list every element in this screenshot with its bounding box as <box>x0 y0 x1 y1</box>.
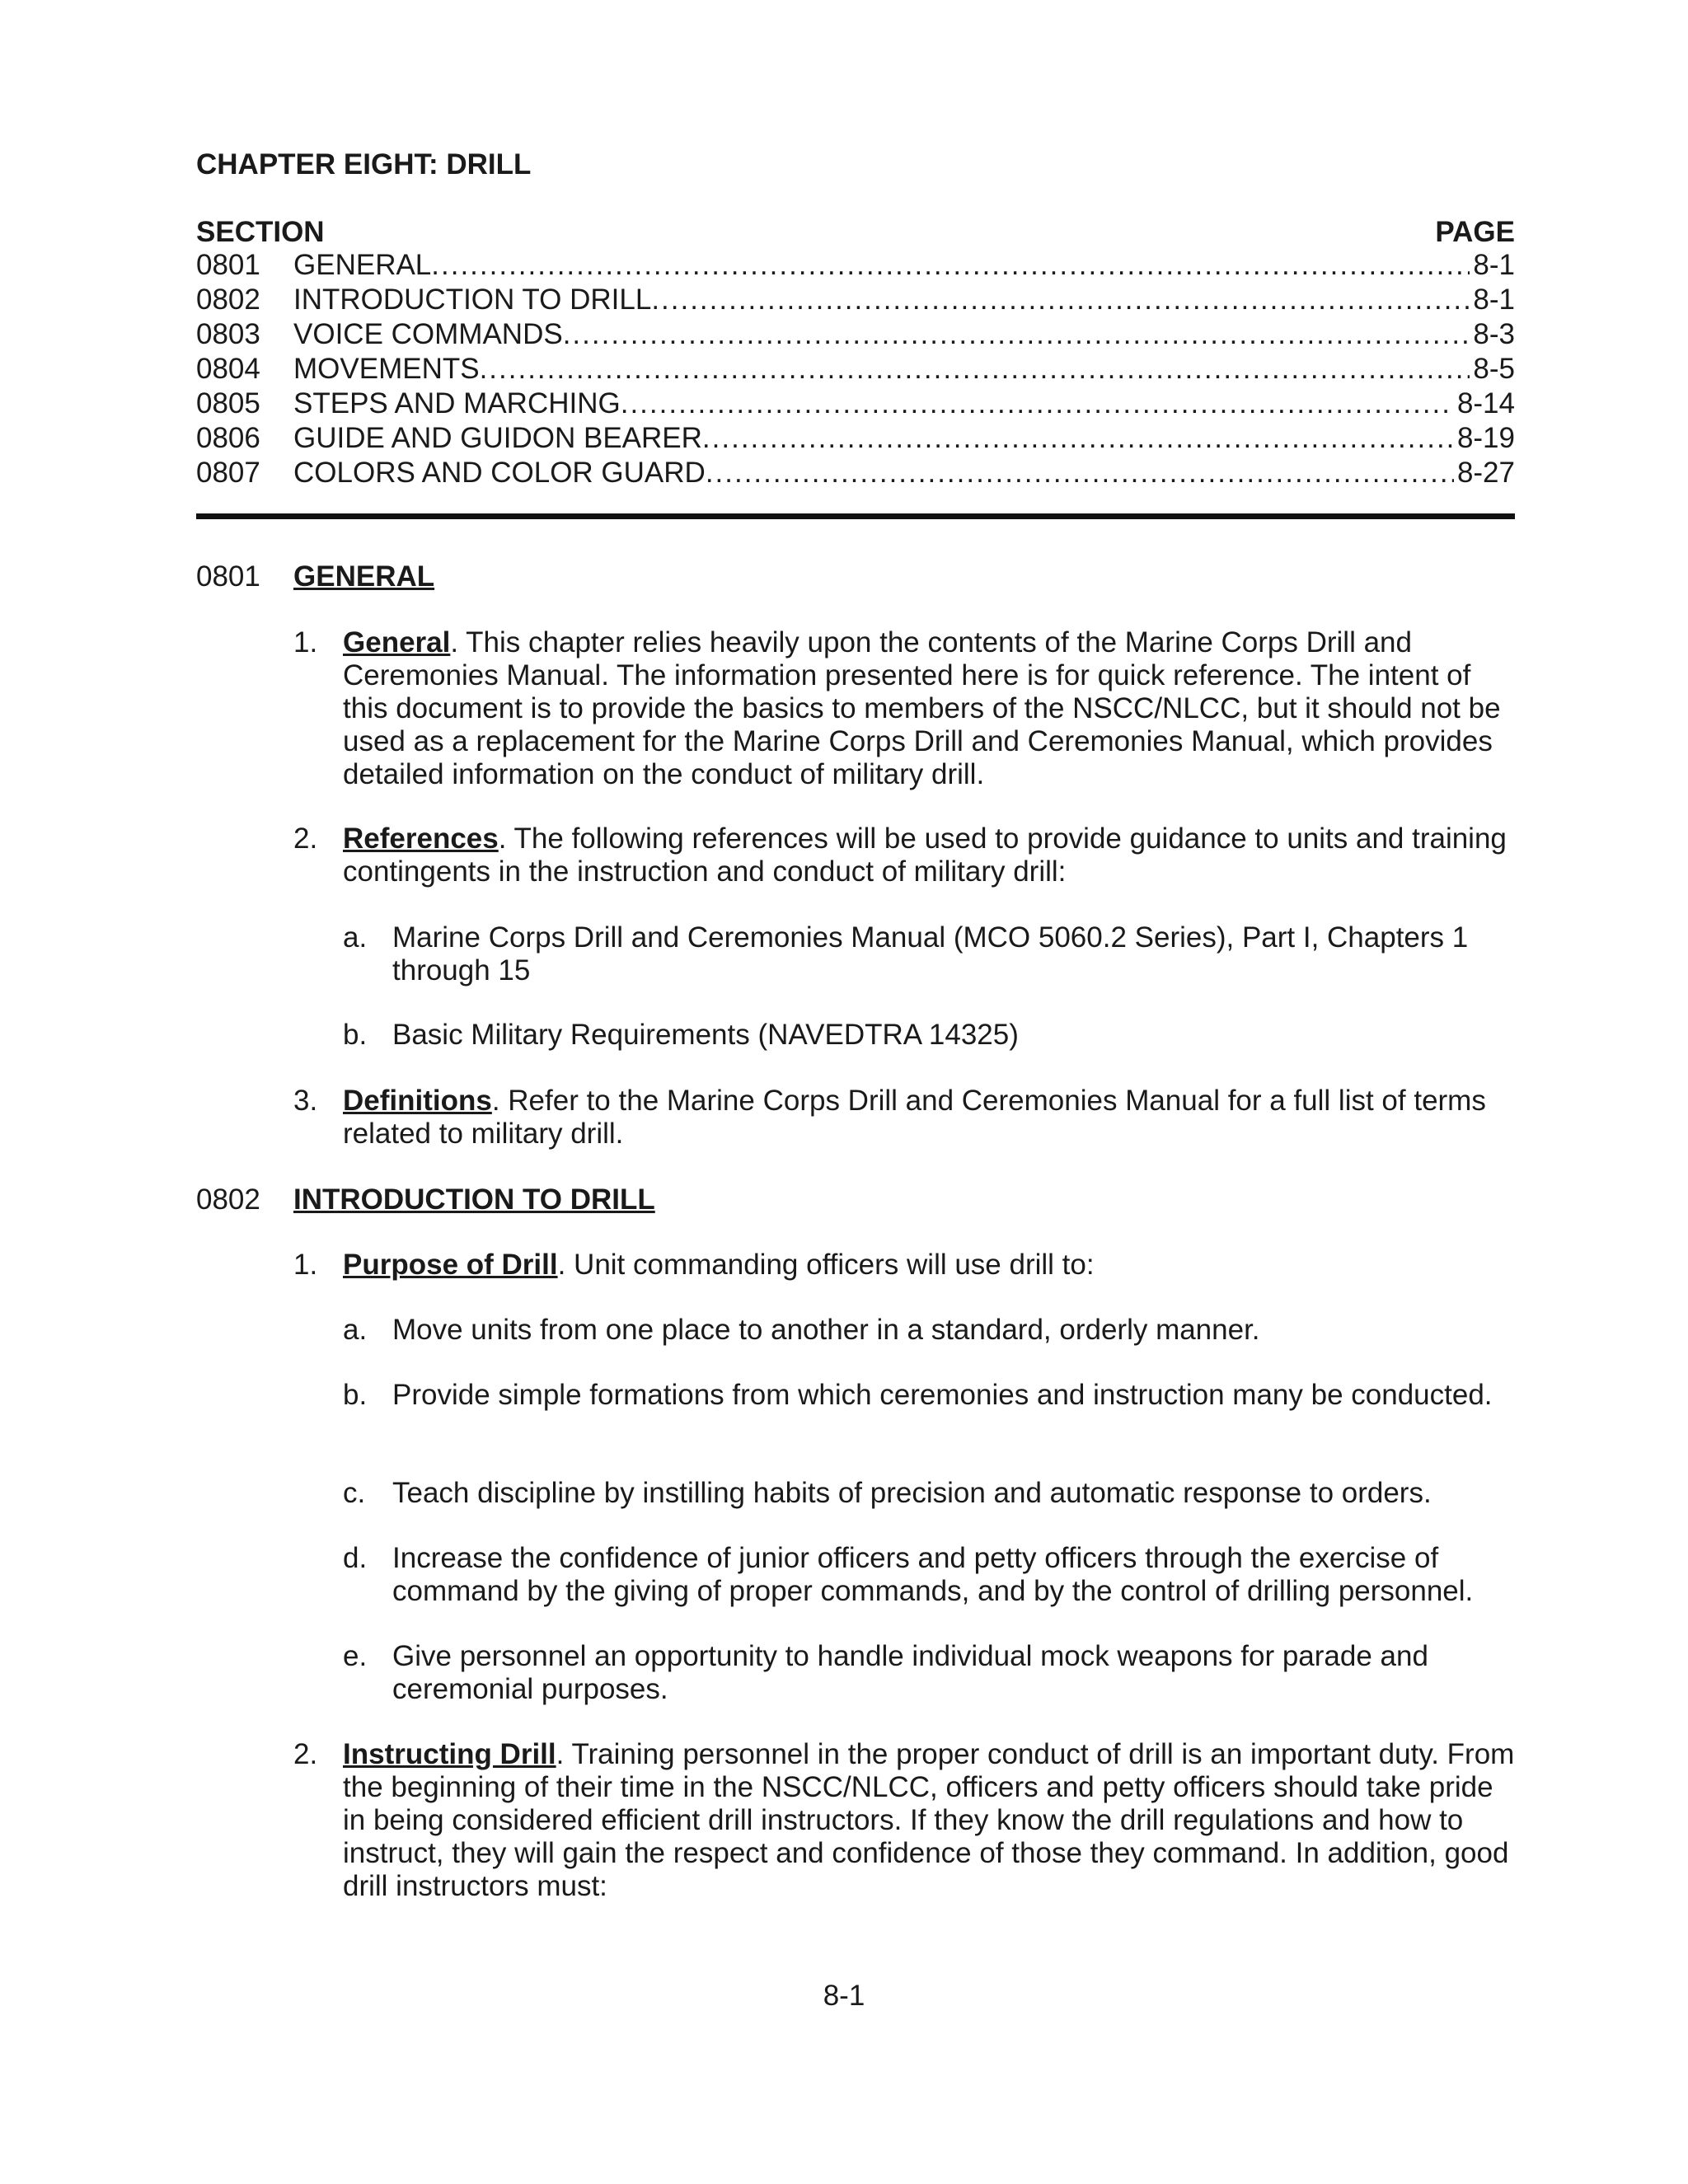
item-number: 1. <box>293 1249 318 1281</box>
toc-dot-leader <box>621 387 1454 420</box>
table-of-contents <box>196 216 1515 491</box>
list-item-text: Provide simple formations from which ceremonies and instruction many be conducted. <box>392 1379 1493 1411</box>
paragraph-heading: Purpose of Drill <box>343 1249 558 1281</box>
toc-page-number: 8-5 <box>1473 353 1515 385</box>
item-letter: a. <box>343 1314 368 1346</box>
item-number: 2. <box>293 823 318 855</box>
item-number: 3. <box>293 1085 318 1117</box>
toc-dot-leader <box>480 353 1470 386</box>
paragraph-text: . Unit commanding officers will use drill to: <box>557 1249 1095 1281</box>
toc-dot-leader <box>431 249 1470 282</box>
list-item-purpose-d <box>343 1542 1515 1608</box>
toc-dot-leader <box>706 457 1454 490</box>
list-item-reference-b <box>343 1019 1515 1052</box>
toc-row-0801[interactable] <box>196 249 1515 284</box>
toc-section-number: 0806 <box>196 422 260 454</box>
toc-section-number: 0805 <box>196 387 260 419</box>
list-item-text: Give personnel an opportunity to handle individual mock weapons for parade and ceremonial purposes. <box>392 1640 1428 1705</box>
item-number: 2. <box>293 1738 318 1770</box>
toc-section-number: 0804 <box>196 353 260 385</box>
section-heading-0802 <box>196 1183 655 1216</box>
toc-section-number: 0802 <box>196 284 260 316</box>
toc-section-title: INTRODUCTION TO DRILL <box>293 284 652 316</box>
list-item-text: Increase the confidence of junior officers and petty officers through the exercise of command by the giving of proper commands, and by the control of drilling personnel. <box>392 1542 1474 1607</box>
toc-section-title: GENERAL <box>293 249 432 281</box>
paragraph-purpose-of-drill <box>293 1249 1515 1282</box>
toc-page-header: PAGE <box>1435 216 1515 248</box>
list-item-purpose-b <box>343 1379 1515 1412</box>
toc-page-number: 8-19 <box>1456 422 1515 454</box>
paragraph-references <box>293 823 1515 888</box>
paragraph-text: . Refer to the Marine Corps Drill and Ceremonies Manual for a full list of terms related to military drill. <box>343 1085 1486 1150</box>
toc-section-header: SECTION <box>196 216 325 248</box>
toc-page-number: 8-14 <box>1456 387 1515 419</box>
toc-section-title: STEPS AND MARCHING <box>293 387 621 419</box>
paragraph-heading: Definitions <box>343 1085 492 1117</box>
paragraph-text: . This chapter relies heavily upon the contents of the Marine Corps Drill and Ceremonies Manual. The information presented here is for quick reference. The intent of this document is to provide the basics to members of the NSCC/NLCC, but it should not be used as a replacement for the Marine Corps Drill and Ceremonies Manual, which provides detailed information on the conduct of military drill. <box>343 626 1501 790</box>
toc-section-title: GUIDE AND GUIDON BEARER <box>293 422 702 454</box>
toc-section-title: COLORS AND COLOR GUARD <box>293 457 706 489</box>
toc-row-0806[interactable] <box>196 422 1515 457</box>
paragraph-heading: General <box>343 626 451 658</box>
toc-section-number: 0801 <box>196 249 260 281</box>
item-number: 1. <box>293 626 318 658</box>
list-item-text: Basic Military Requirements (NAVEDTRA 14325) <box>392 1019 1019 1051</box>
toc-page-number: 8-1 <box>1473 249 1515 281</box>
toc-section-title: VOICE COMMANDS <box>293 318 563 350</box>
paragraph-heading: Instructing Drill <box>343 1738 556 1770</box>
list-item-text: Teach discipline by instilling habits of precision and automatic response to orders. <box>392 1477 1432 1509</box>
paragraph-instructing-drill <box>293 1738 1515 1903</box>
toc-row-0802[interactable] <box>196 284 1515 318</box>
item-letter: d. <box>343 1542 368 1574</box>
chapter-title: CHAPTER EIGHT: DRILL <box>196 148 532 180</box>
list-item-text: Marine Corps Drill and Ceremonies Manual (MCO 5060.2 Series), Part I, Chapters 1 through 15 <box>392 921 1469 987</box>
list-item-reference-a <box>343 921 1515 987</box>
toc-page-number: 8-27 <box>1456 457 1515 489</box>
toc-section-number: 0803 <box>196 318 260 350</box>
section-divider-rule <box>196 513 1515 519</box>
section-heading-0801 <box>196 560 434 593</box>
item-letter: e. <box>343 1640 368 1672</box>
list-item-text: Move units from one place to another in a standard, orderly manner. <box>392 1314 1260 1346</box>
paragraph-definitions <box>293 1085 1515 1151</box>
item-letter: b. <box>343 1019 368 1051</box>
toc-page-number: 8-3 <box>1473 318 1515 350</box>
toc-header <box>196 216 1515 249</box>
toc-section-number: 0807 <box>196 457 260 489</box>
toc-dot-leader <box>702 422 1454 455</box>
toc-section-title: MOVEMENTS <box>293 353 480 385</box>
section-number: 0802 <box>196 1183 260 1216</box>
toc-row-0804[interactable] <box>196 353 1515 387</box>
section-number: 0801 <box>196 560 260 593</box>
page-number: 8-1 <box>823 1980 865 2012</box>
toc-page-number: 8-1 <box>1473 284 1515 316</box>
paragraph-text: . Training personnel in the proper conduct of drill is an important duty. From the beginning of their time in the NSCC/NLCC, officers and petty officers should take pride in being considered efficient drill instructors. If they know the drill regulations and how to instruct, they will gain the respect and confidence of those they command. In addition, good drill instructors must: <box>343 1738 1515 1902</box>
section-title: INTRODUCTION TO DRILL <box>293 1183 655 1216</box>
toc-row-0805[interactable] <box>196 387 1515 422</box>
list-item-purpose-e <box>343 1640 1515 1706</box>
list-item-purpose-a <box>343 1314 1515 1347</box>
list-item-purpose-c <box>343 1477 1515 1510</box>
section-title: GENERAL <box>293 560 435 593</box>
toc-dot-leader <box>563 318 1470 351</box>
paragraph-text: . The following references will be used to provide guidance to units and training contingents in the instruction and conduct of military drill: <box>343 823 1507 888</box>
toc-row-0807[interactable] <box>196 457 1515 491</box>
toc-row-0803[interactable] <box>196 318 1515 353</box>
item-letter: c. <box>343 1477 366 1509</box>
item-letter: a. <box>343 921 368 954</box>
paragraph-heading: References <box>343 823 499 855</box>
item-letter: b. <box>343 1379 368 1411</box>
paragraph-general <box>293 626 1515 791</box>
toc-dot-leader <box>651 284 1470 316</box>
